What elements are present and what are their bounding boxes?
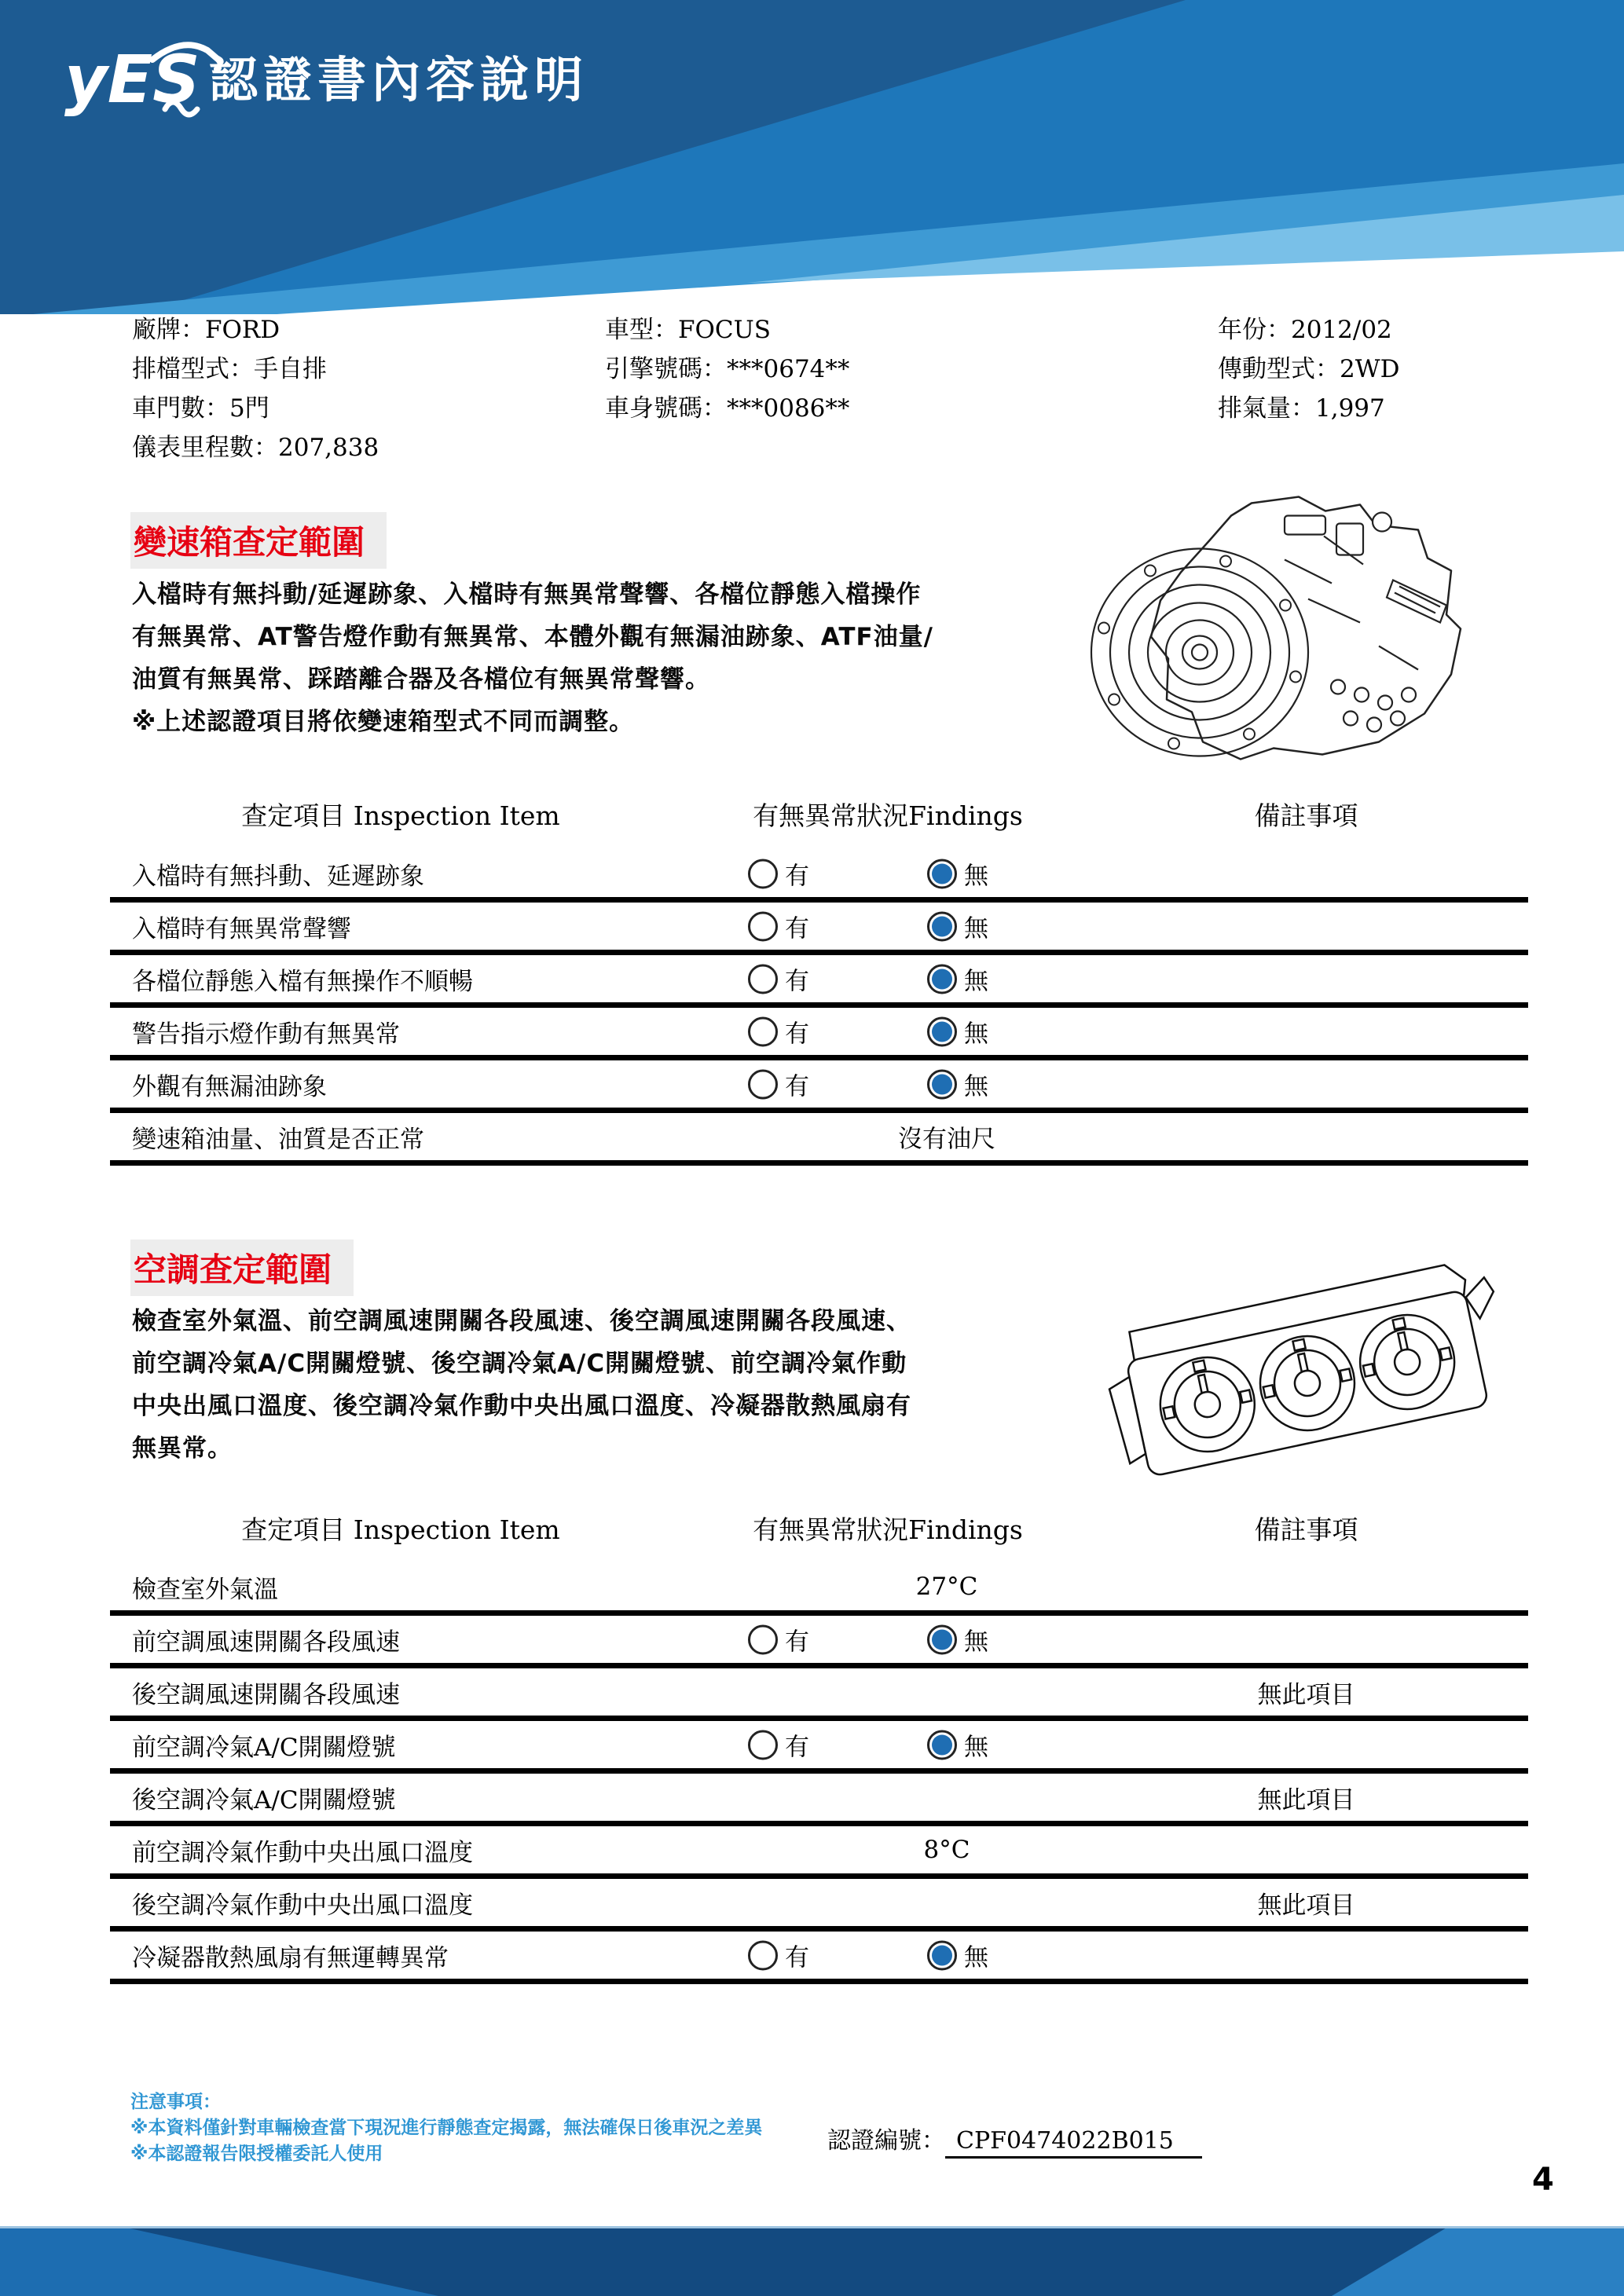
- info-brand: 廠牌：FORD: [132, 316, 280, 344]
- radio-yes[interactable]: [748, 1624, 778, 1654]
- inspection-item-label: 入檔時有無異常聲響: [132, 914, 351, 943]
- vehicle-info-col3: [1218, 310, 1399, 428]
- table-row: [110, 955, 1528, 1008]
- yes-logo: [64, 33, 222, 119]
- inspection-item-label: 後空調風速開關各段風速: [132, 1680, 400, 1709]
- inspection-item-label: 前空調冷氣A/C開關燈號: [132, 1733, 396, 1762]
- findings-cell: [691, 1008, 1084, 1055]
- radio-no[interactable]: [927, 911, 957, 941]
- remark-cell: 無此項目: [1257, 1891, 1355, 1920]
- table-row: [110, 1774, 1528, 1826]
- ac-section-description: [132, 1300, 911, 1470]
- findings-cell: [691, 1826, 1084, 1873]
- table-row: [110, 1563, 1528, 1616]
- ac-inspection-table: [110, 1492, 1528, 1984]
- notice-line: ※本資料僅針對車輛檢查當下現況進行靜態查定揭露，無法確保日後車況之差異: [130, 2118, 763, 2138]
- table-row: [110, 1060, 1528, 1113]
- findings-cell: [691, 1879, 1084, 1926]
- inspection-item-label: 檢查室外氣溫: [132, 1575, 278, 1604]
- inspection-item-label: 警告指示燈作動有無異常: [132, 1020, 400, 1049]
- ac-section-heading: 空調查定範圍: [130, 1240, 354, 1296]
- certificate-number-line: [827, 2121, 1202, 2159]
- inspection-item-label: 各檔位靜態入檔有無操作不順暢: [132, 967, 473, 996]
- radio-no-label: 無: [964, 1020, 988, 1049]
- table-row: [110, 1721, 1528, 1774]
- table-row: [110, 1668, 1528, 1721]
- radio-yes-label: 有: [785, 1020, 809, 1049]
- findings-cell: [691, 955, 1084, 1002]
- findings-cell: [691, 1932, 1084, 1979]
- notice-line: ※本認證報告限授權委託人使用: [130, 2144, 383, 2164]
- transmission-illustration: [1049, 487, 1473, 766]
- radio-yes-label: 有: [785, 1943, 809, 1972]
- findings-cell: [691, 850, 1084, 897]
- table-row: [110, 1879, 1528, 1932]
- notice-title: 注意事項：: [130, 2092, 221, 2112]
- radio-yes[interactable]: [748, 911, 778, 941]
- findings-cell: [691, 1774, 1084, 1821]
- radio-no[interactable]: [927, 1940, 957, 1970]
- radio-no[interactable]: [927, 1730, 957, 1760]
- column-header-remark: 備註事項: [1254, 800, 1358, 831]
- inspection-item-label: 後空調冷氣A/C開關燈號: [132, 1785, 396, 1814]
- info-engine-no: 引擎號碼：***0674**: [605, 355, 850, 383]
- finding-value: 沒有油尺: [898, 1125, 995, 1154]
- table-row: [110, 1008, 1528, 1060]
- table-row: [110, 1826, 1528, 1879]
- desc-line: 油質有無異常、踩踏離合器及各檔位有無異常聲響。: [132, 665, 710, 694]
- findings-cell: [691, 1616, 1084, 1663]
- radio-no-label: 無: [964, 1943, 988, 1972]
- table-header-row: [110, 778, 1528, 850]
- header-banner: [0, 0, 1624, 314]
- column-header-findings: 有無異常狀況Findings: [753, 1514, 1023, 1545]
- radio-no[interactable]: [927, 1069, 957, 1099]
- radio-no[interactable]: [927, 964, 957, 994]
- inspection-item-label: 入檔時有無抖動、延遲跡象: [132, 862, 424, 891]
- yes-logo-text: yES: [64, 41, 200, 118]
- radio-no-label: 無: [964, 1628, 988, 1657]
- info-displacement: 排氣量：1,997: [1218, 394, 1385, 423]
- radio-yes[interactable]: [748, 1069, 778, 1099]
- radio-yes[interactable]: [748, 1940, 778, 1970]
- table-row: [110, 903, 1528, 955]
- radio-yes-label: 有: [785, 862, 809, 891]
- transmission-section-description: [132, 573, 933, 743]
- desc-line: 中央出風口溫度、後空調冷氣作動中央出風口溫度、冷凝器散熱風扇有: [132, 1392, 911, 1420]
- radio-yes-label: 有: [785, 1072, 809, 1101]
- desc-line: 入檔時有無抖動/延遲跡象、入檔時有無異常聲響、各檔位靜態入檔操作: [132, 580, 922, 609]
- inspection-item-label: 前空調風速開關各段風速: [132, 1628, 400, 1657]
- radio-no[interactable]: [927, 859, 957, 888]
- info-mileage: 儀表里程數：207,838: [132, 434, 379, 462]
- radio-yes[interactable]: [748, 964, 778, 994]
- footer-bar: [0, 2226, 1624, 2296]
- transmission-inspection-table: [110, 778, 1528, 1166]
- table-row: [110, 850, 1528, 903]
- radio-no-label: 無: [964, 1733, 988, 1762]
- certificate-label: 認證編號：: [827, 2127, 945, 2155]
- vehicle-info-col2: [605, 310, 849, 428]
- info-vin: 車身號碼：***0086**: [605, 394, 850, 423]
- desc-note: ※上述認證項目將依變速箱型式不同而調整。: [132, 708, 635, 736]
- column-header-item: 查定項目 Inspection Item: [241, 1514, 560, 1545]
- findings-cell: [691, 1668, 1084, 1716]
- desc-line: 檢查室外氣溫、前空調風速開關各段風速、後空調風速開關各段風速、: [132, 1307, 911, 1335]
- radio-yes[interactable]: [748, 859, 778, 888]
- column-header-findings: 有無異常狀況Findings: [753, 800, 1023, 831]
- info-gearbox: 排檔型式：手自排: [132, 355, 327, 383]
- desc-line: 有無異常、AT警告燈作動有無異常、本體外觀有無漏油跡象、ATF油量/: [132, 623, 933, 651]
- findings-cell: [691, 903, 1084, 950]
- column-header-remark: 備註事項: [1254, 1514, 1358, 1545]
- radio-no-label: 無: [964, 914, 988, 943]
- radio-yes-label: 有: [785, 914, 809, 943]
- findings-cell: [691, 1113, 1084, 1160]
- findings-cell: [691, 1563, 1084, 1610]
- table-row: [110, 1932, 1528, 1984]
- info-model: 車型：FOCUS: [605, 316, 772, 344]
- desc-line: 無異常。: [132, 1434, 233, 1463]
- radio-no-label: 無: [964, 862, 988, 891]
- info-doors: 車門數：5門: [132, 394, 269, 423]
- inspection-item-label: 前空調冷氣作動中央出風口溫度: [132, 1838, 473, 1867]
- page-number: 4: [1532, 2162, 1554, 2198]
- table-row: [110, 1616, 1528, 1668]
- radio-no[interactable]: [927, 1624, 957, 1654]
- page-title: 認證書內容說明: [209, 51, 589, 108]
- radio-yes[interactable]: [748, 1730, 778, 1760]
- transmission-section-heading: 變速箱查定範圍: [130, 512, 387, 569]
- radio-yes-label: 有: [785, 967, 809, 996]
- radio-no-label: 無: [964, 967, 988, 996]
- ac-panel-illustration: [1092, 1221, 1512, 1492]
- inspection-item-label: 冷凝器散熱風扇有無運轉異常: [132, 1943, 449, 1972]
- info-year: 年份：2012/02: [1218, 316, 1392, 344]
- remark-cell: 無此項目: [1257, 1785, 1355, 1814]
- radio-yes-label: 有: [785, 1733, 809, 1762]
- inspection-item-label: 外觀有無漏油跡象: [132, 1072, 327, 1101]
- radio-no[interactable]: [927, 1016, 957, 1046]
- radio-yes[interactable]: [748, 1016, 778, 1046]
- vehicle-info-col1: [132, 310, 379, 467]
- inspection-item-label: 變速箱油量、油質是否正常: [132, 1125, 424, 1154]
- radio-yes-label: 有: [785, 1628, 809, 1657]
- table-header-row: [110, 1492, 1528, 1563]
- desc-line: 前空調冷氣A/C開關燈號、後空調冷氣A/C開關燈號、前空調冷氣作動: [132, 1349, 907, 1378]
- certificate-number: CPF0474022B015: [945, 2127, 1202, 2159]
- remark-cell: 無此項目: [1257, 1680, 1355, 1709]
- notice-block: [130, 2089, 762, 2167]
- findings-cell: [691, 1721, 1084, 1768]
- finding-value: 27°C: [915, 1573, 978, 1601]
- inspection-item-label: 後空調冷氣作動中央出風口溫度: [132, 1891, 473, 1920]
- column-header-item: 查定項目 Inspection Item: [241, 800, 560, 831]
- info-drivetrain: 傳動型式：2WD: [1218, 355, 1400, 383]
- findings-cell: [691, 1060, 1084, 1108]
- radio-no-label: 無: [964, 1072, 988, 1101]
- table-row: [110, 1113, 1528, 1166]
- finding-value: 8°C: [923, 1836, 970, 1864]
